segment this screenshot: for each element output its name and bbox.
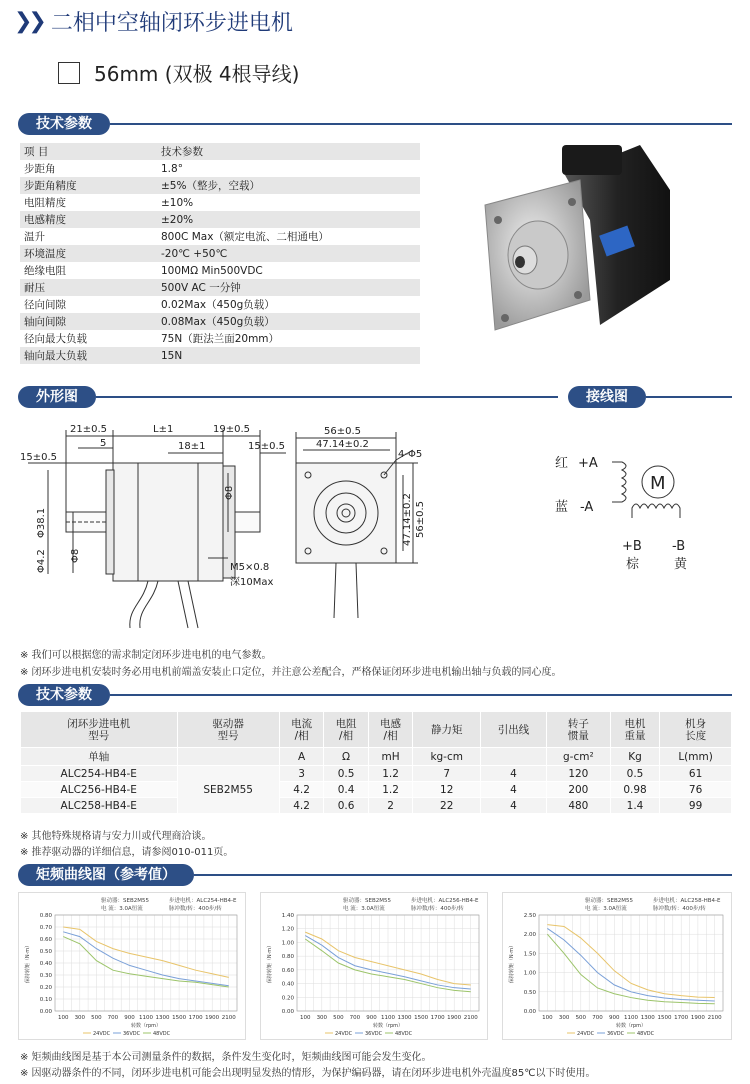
param-value: 2: [368, 798, 412, 814]
param-header: [413, 712, 481, 748]
param-value: 4: [481, 766, 547, 782]
x-tick-label: 2100: [707, 1015, 722, 1021]
spec-value: ±10%: [161, 196, 194, 209]
param-value: 0.6: [324, 798, 368, 814]
note-3: ※ 其他特殊规格请与安力川或代理商洽谈。: [20, 831, 212, 842]
legend-label: 48VDC: [395, 1031, 413, 1037]
spec-item: 径向最大负载: [24, 333, 87, 345]
dim-side-7: Φ8: [224, 485, 235, 500]
x-tick-label: 1100: [624, 1015, 638, 1021]
wire-red-label: 红: [555, 456, 569, 471]
y-axis-label: 保持转矩（N·m）: [509, 942, 515, 984]
header-line: 静力矩: [430, 723, 463, 736]
x-tick-label: 700: [107, 1015, 119, 1021]
wire-a-minus: -A: [580, 500, 594, 515]
title-text: 二相中空轴闭环步进电机: [50, 11, 293, 36]
spec-item: 温升: [24, 231, 45, 243]
param-unit: Kg: [610, 748, 659, 766]
spec-value: 75N（距法兰面20mm）: [161, 333, 280, 345]
y-tick-label: 0.60: [39, 937, 52, 943]
spec-table: [20, 143, 420, 364]
param-value: 4.2: [279, 782, 323, 798]
header-line: 闭环步进电机: [67, 717, 131, 730]
table-row: [21, 782, 732, 798]
chart-info: 脉冲数/转：400步/转: [653, 906, 706, 912]
param-header: [279, 712, 323, 748]
legend-label: 36VDC: [607, 1031, 625, 1037]
spec-value: 500V AC 一分钟: [157, 279, 420, 296]
double-chevron-icon: ❯❯: [14, 9, 43, 34]
spec-item: 轴向最大负载: [20, 347, 157, 364]
spec-item: 轴向间隙: [20, 313, 157, 330]
spec-item: 步距角: [24, 163, 56, 175]
x-axis-label: 转数（rpm）: [615, 1023, 647, 1029]
motor-symbol: M: [650, 473, 666, 494]
x-tick-label: 1500: [414, 1015, 429, 1021]
divider: [110, 123, 732, 125]
x-tick-label: 700: [592, 1015, 603, 1021]
param-value: 1.2: [368, 782, 412, 798]
outline-drawing: [18, 418, 448, 633]
x-axis-label: 转数（rpm）: [130, 1023, 162, 1029]
spec-value: 15N: [157, 347, 420, 364]
wire-brown-label: 棕: [626, 557, 640, 572]
x-tick-label: 1500: [172, 1015, 187, 1021]
y-tick-label: 0.50: [39, 949, 52, 955]
x-tick-label: 1100: [139, 1015, 153, 1021]
section-label: 接线图: [568, 386, 646, 408]
wire-blue-label: 蓝: [555, 500, 569, 515]
y-tick-label: 1.00: [281, 940, 294, 947]
x-tick-label: 1900: [447, 1015, 462, 1021]
y-tick-label: 0.60: [281, 967, 294, 974]
x-tick-label: 1700: [674, 1015, 689, 1021]
spec-value: -20℃ +50℃: [157, 245, 420, 262]
dim-side-3: 15±0.5: [248, 441, 286, 452]
header-line: 电感: [380, 717, 402, 730]
spec-item: 耐压: [20, 279, 157, 296]
chart-info: 驱动器：SEB2M55: [343, 898, 391, 904]
spec-row: [20, 211, 420, 228]
dim-side-1: L±1: [153, 424, 174, 435]
spec-value: 100MΩ Min500VDC: [161, 264, 263, 277]
dim-front-1: 47.14±0.2: [316, 439, 369, 450]
motor-model: ALC254-HB4-E: [21, 766, 178, 782]
param-header: [660, 712, 732, 748]
param-value: 3: [279, 766, 323, 782]
dim-side-0: 21±0.5: [70, 424, 108, 435]
param-value: 76: [660, 782, 732, 798]
y-axis-label: 保持转矩（N·m）: [267, 942, 273, 984]
x-tick-label: 1700: [430, 1015, 445, 1021]
y-tick-label: 1.40: [281, 913, 294, 919]
dim-front-3: 47.14±0.2: [402, 493, 413, 546]
spec-item: 步距角精度: [20, 177, 157, 194]
legend-label: 24VDC: [335, 1031, 353, 1037]
param-value: 1.4: [610, 798, 659, 814]
header-line: 电机: [624, 717, 646, 730]
param-value: 0.5: [324, 766, 368, 782]
param-header: [177, 712, 279, 748]
wiring-diagram: [550, 440, 735, 580]
param-value: 22: [413, 798, 481, 814]
spec-row: [20, 296, 420, 313]
dim-side-11: M5×0.8: [230, 562, 270, 573]
motor-model: ALC258-HB4-E: [21, 798, 178, 814]
section-label: 技术参数: [18, 113, 110, 135]
table-row: [21, 766, 732, 782]
divider: [194, 874, 732, 876]
dim-front-2: 4-Φ5: [398, 449, 423, 460]
note-4: ※ 推荐驱动器的详细信息，请参阅010-011页。: [20, 847, 234, 858]
param-table: [20, 711, 732, 814]
x-tick-label: 900: [366, 1015, 377, 1021]
param-unit: [481, 748, 547, 766]
table-row: [21, 798, 732, 814]
x-tick-label: 500: [575, 1015, 587, 1021]
y-tick-label: 1.50: [523, 951, 536, 958]
param-unit: [177, 748, 279, 766]
chart-info: 脉冲数/转：400步/转: [411, 906, 464, 912]
param-header: [324, 712, 368, 748]
motor-photo: [480, 140, 680, 340]
x-tick-label: 900: [609, 1015, 620, 1021]
header-line: 型号: [217, 729, 239, 742]
spec-row: [20, 279, 420, 296]
param-value: 1.2: [368, 766, 412, 782]
spec-item: 绝缘电阻: [24, 265, 66, 277]
param-unit: g-cm²: [546, 748, 610, 766]
spec-item: 电感精度: [20, 211, 157, 228]
y-tick-label: 0.40: [281, 981, 294, 988]
note-2: ※ 闭环步进电机安装时务必用电机前端盖安装止口定位，并注意公差配合，严格保证闭环步进电机输出轴与负载的同心度。: [20, 667, 562, 678]
y-tick-label: 0.10: [39, 997, 52, 1003]
torque-chart-2: [260, 892, 488, 1040]
chart-info: 脉冲数/转：400步/转: [169, 906, 222, 912]
dim-side-4: 5: [100, 438, 107, 449]
header-line: 型号: [88, 729, 110, 742]
spec-row: [20, 313, 420, 330]
y-tick-label: 0.00: [281, 1009, 294, 1015]
dim-side-6: 15±0.5: [20, 452, 58, 463]
param-header: [368, 712, 412, 748]
note-5: ※ 矩频曲线图是基于本公司测量条件的数据，条件发生变化时，矩频曲线图可能会发生变化。: [20, 1052, 432, 1063]
y-tick-label: 2.00: [523, 932, 536, 939]
note-1: ※ 我们可以根据您的需求制定闭环步进电机的电气参数。: [20, 650, 272, 661]
y-tick-label: 0.70: [39, 925, 52, 931]
section-header-curves: [18, 864, 732, 886]
x-tick-label: 500: [91, 1015, 102, 1021]
section-header-params: [18, 684, 732, 706]
dim-side-5: 18±1: [178, 441, 206, 452]
param-value: 4.2: [279, 798, 323, 814]
chart-info: 驱动器：SEB2M55: [585, 898, 633, 904]
x-tick-label: 2100: [463, 1015, 478, 1021]
x-tick-label: 300: [558, 1015, 570, 1021]
y-tick-label: 1.00: [523, 970, 536, 977]
spec-item: 环境温度: [20, 245, 157, 262]
y-tick-label: 0.80: [39, 913, 52, 919]
param-header: [481, 712, 547, 748]
spec-item: 径向间隙: [24, 299, 66, 311]
legend-label: 36VDC: [123, 1031, 141, 1037]
chart-info: 电 流：3.0A恒流: [101, 906, 143, 912]
spec-row: [20, 330, 420, 347]
header-line: /相: [383, 729, 398, 742]
wire-b-plus: +B: [622, 539, 642, 554]
dim-side-8: Φ38.1: [36, 507, 47, 538]
y-tick-label: 0.20: [281, 995, 294, 1002]
header-line: /相: [339, 729, 354, 742]
x-tick-label: 100: [542, 1015, 553, 1021]
section-label: 技术参数: [18, 684, 110, 706]
header-line: 长度: [685, 729, 707, 742]
header-line: 电流: [291, 717, 313, 730]
chart-info: 步进电机：ALC256-HB4-E: [411, 898, 479, 904]
param-value: 4: [481, 782, 547, 798]
y-tick-label: 0.00: [523, 1009, 536, 1015]
param-value: 0.5: [610, 766, 659, 782]
y-tick-label: 1.20: [281, 926, 294, 933]
chart-info: 驱动器：SEB2M55: [101, 898, 149, 904]
spec-row: [20, 347, 420, 364]
dim-front-0: 56±0.5: [324, 426, 362, 437]
divider: [96, 396, 558, 398]
param-value: 200: [546, 782, 610, 798]
legend-label: 48VDC: [153, 1031, 171, 1037]
header-line: 电阻: [335, 717, 357, 730]
param-header: [546, 712, 610, 748]
page-title: [14, 6, 293, 37]
wire-yellow-label: 黄: [674, 557, 688, 572]
spec-row: [20, 160, 420, 177]
wire-a-plus: +A: [578, 456, 598, 471]
param-value: 7: [413, 766, 481, 782]
dim-front-4: 56±0.5: [415, 500, 426, 538]
param-unit: kg-cm: [413, 748, 481, 766]
x-tick-label: 1500: [657, 1015, 672, 1021]
x-tick-label: 1700: [188, 1015, 203, 1021]
x-tick-label: 900: [124, 1015, 135, 1021]
x-tick-label: 1900: [205, 1015, 220, 1021]
spec-value: 0.08Max（450g负载）: [157, 313, 420, 330]
header-line: 机身: [685, 717, 707, 730]
section-label: 矩频曲线图（参考值）: [18, 864, 194, 886]
section-header-outline: [18, 386, 558, 408]
driver-model: SEB2M55: [177, 766, 279, 814]
y-tick-label: 0.40: [39, 961, 52, 967]
section-header-specs: [18, 113, 732, 135]
spec-value: 1.8°: [161, 162, 183, 175]
x-tick-label: 100: [58, 1015, 69, 1021]
header-line: /相: [294, 729, 309, 742]
y-tick-label: 0.00: [39, 1009, 52, 1015]
spec-value: 0.02Max（450g负载）: [161, 299, 275, 311]
spec-item: 电阻精度: [24, 197, 66, 209]
dim-side-2: 19±0.5: [213, 424, 251, 435]
spec-row: [20, 177, 420, 194]
header-line: 转子: [567, 717, 589, 730]
y-tick-label: 0.30: [39, 973, 52, 979]
legend-label: 36VDC: [365, 1031, 383, 1037]
legend-label: 48VDC: [637, 1031, 655, 1037]
x-tick-label: 1900: [690, 1015, 705, 1021]
header-line: 惯量: [567, 729, 589, 742]
y-tick-label: 0.50: [523, 989, 536, 996]
x-tick-label: 2100: [221, 1015, 236, 1021]
wire-b-minus: -B: [672, 539, 686, 554]
param-value: 4: [481, 798, 547, 814]
torque-chart-1: [18, 892, 246, 1040]
param-header: [610, 712, 659, 748]
legend-label: 24VDC: [577, 1031, 595, 1037]
y-axis-label: 保持转矩（N·m）: [25, 942, 31, 984]
chart-info: 电 流：3.0A恒流: [343, 906, 385, 912]
chart-info: 步进电机：ALC258-HB4-E: [653, 898, 721, 904]
param-header: [21, 712, 178, 748]
subtitle-text: 56mm (双极 4根导线): [94, 62, 300, 86]
spec-item: 项 目: [20, 143, 157, 160]
param-value: 0.98: [610, 782, 659, 798]
spec-row: [20, 262, 420, 279]
x-tick-label: 1300: [640, 1015, 655, 1021]
x-tick-label: 100: [300, 1015, 311, 1021]
param-value: 120: [546, 766, 610, 782]
param-value: 12: [413, 782, 481, 798]
header-line: 重量: [624, 729, 646, 742]
divider: [110, 694, 732, 696]
param-unit: Ω: [324, 748, 368, 766]
dim-side-12: 深10Max: [230, 577, 274, 588]
param-value: 61: [660, 766, 732, 782]
motor-model: ALC256-HB4-E: [21, 782, 178, 798]
param-unit: mH: [368, 748, 412, 766]
checkbox-square-icon: [58, 62, 80, 84]
page-subtitle: [58, 58, 299, 87]
dim-side-10: Φ8: [70, 548, 81, 563]
note-6: ※ 因驱动器条件的不同，闭环步进电机可能会出现明显发热的情形，为保护编码器，请在闭环步进电机外壳温度85℃以下时使用。: [20, 1068, 596, 1079]
divider: [646, 396, 732, 398]
y-tick-label: 2.50: [523, 913, 536, 919]
torque-chart-3: [502, 892, 732, 1040]
dim-side-9: Φ4.2: [36, 549, 47, 573]
spec-row: [20, 143, 420, 160]
x-tick-label: 1300: [397, 1015, 412, 1021]
param-unit: A: [279, 748, 323, 766]
spec-row: [20, 228, 420, 245]
x-tick-label: 700: [349, 1015, 361, 1021]
header-line: 驱动器: [212, 717, 244, 730]
x-tick-label: 300: [316, 1015, 328, 1021]
spec-value: 技术参数: [157, 143, 420, 160]
x-tick-label: 300: [74, 1015, 86, 1021]
param-value: 480: [546, 798, 610, 814]
header-line: 引出线: [497, 723, 530, 736]
chart-info: 步进电机：ALC254-HB4-E: [169, 898, 237, 904]
y-tick-label: 0.20: [39, 985, 52, 991]
legend-label: 24VDC: [93, 1031, 111, 1037]
spec-row: [20, 194, 420, 211]
param-unit: 单轴: [21, 748, 178, 766]
x-tick-label: 1300: [155, 1015, 170, 1021]
spec-value: ±20%: [157, 211, 420, 228]
x-tick-label: 1100: [381, 1015, 395, 1021]
spec-value: 800C Max（额定电流、二相通电）: [161, 231, 329, 243]
spec-value: ±5%（整步，空载）: [157, 177, 420, 194]
chart-info: 电 流：3.0A恒流: [585, 906, 627, 912]
section-header-wiring: [568, 386, 732, 408]
param-unit: L(mm): [660, 748, 732, 766]
param-value: 0.4: [324, 782, 368, 798]
section-label: 外形图: [18, 386, 96, 408]
y-tick-label: 0.80: [281, 954, 294, 961]
spec-row: [20, 245, 420, 262]
param-value: 99: [660, 798, 732, 814]
x-axis-label: 转数（rpm）: [372, 1023, 404, 1029]
x-tick-label: 500: [333, 1015, 344, 1021]
